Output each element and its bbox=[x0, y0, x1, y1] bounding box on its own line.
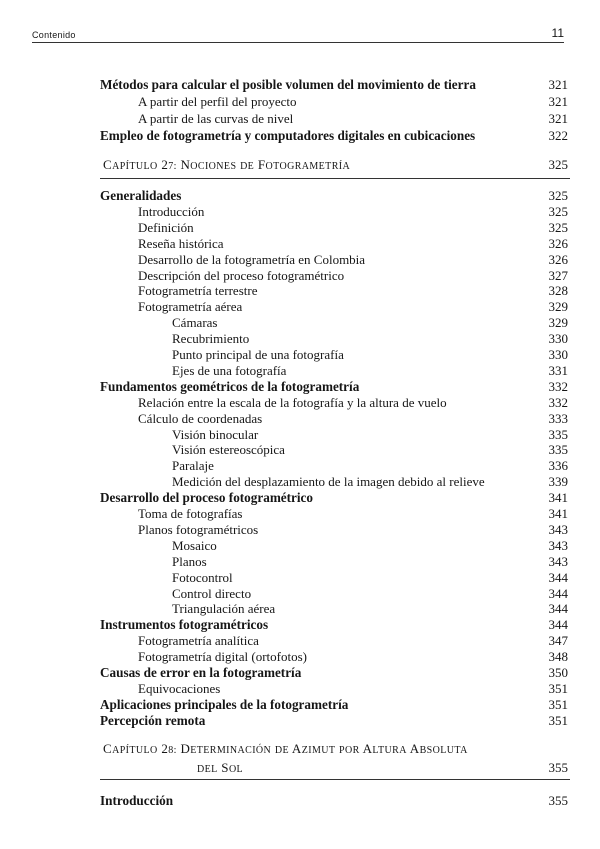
toc-entry-page: 335 bbox=[548, 442, 568, 458]
toc-entry-page: 327 bbox=[548, 267, 568, 283]
toc-entry-page: 344 bbox=[548, 617, 568, 633]
toc-entry-title: Aplicaciones principales de la fotogrametría bbox=[100, 696, 349, 712]
toc-entry-title: Fundamentos geométricos de la fotogrametría bbox=[100, 378, 360, 394]
toc-entry-title: Medición del desplazamiento de la imagen debido al relieve bbox=[172, 474, 485, 490]
toc-entry-page: 355 bbox=[548, 793, 568, 808]
toc-entry-title: Toma de fotografías bbox=[138, 506, 243, 521]
toc-entry-page: 325 bbox=[548, 219, 568, 235]
toc-entry-title: Planos bbox=[172, 553, 207, 569]
toc-entry-title: Generalidades bbox=[100, 188, 182, 203]
toc-entry-page: 344 bbox=[548, 569, 568, 585]
toc-entry-page: 350 bbox=[548, 665, 568, 680]
toc-entry-page: 335 bbox=[548, 426, 568, 442]
toc-entry bbox=[0, 601, 600, 618]
toc-entry-page: 325 bbox=[548, 188, 568, 203]
toc-entry-title: Fotogrametría digital (ortofotos) bbox=[138, 649, 307, 665]
toc-entry-title: Métodos para calcular el posible volumen del movimiento de tierra bbox=[100, 77, 476, 92]
toc-entry-page: 343 bbox=[548, 521, 568, 537]
toc-entry bbox=[0, 188, 600, 205]
chapter-heading-27 bbox=[0, 157, 600, 174]
toc-entry-title: Cálculo de coordenadas bbox=[138, 410, 263, 426]
toc-entry bbox=[0, 649, 600, 666]
toc-entry-page: 321 bbox=[548, 94, 568, 109]
toc-entry bbox=[0, 427, 600, 444]
toc-entry-page: 347 bbox=[548, 633, 568, 649]
toc-entry-page: 328 bbox=[548, 283, 568, 299]
divider bbox=[100, 178, 570, 179]
toc-entry-page: 321 bbox=[548, 77, 568, 92]
toc-entry-page: 336 bbox=[548, 458, 568, 474]
toc-entry-page: 344 bbox=[548, 585, 568, 601]
toc-entry bbox=[0, 474, 600, 491]
toc-entry bbox=[0, 633, 600, 650]
toc-entry bbox=[0, 442, 600, 459]
toc-entry-title: Fotocontrol bbox=[172, 569, 233, 585]
toc-entry bbox=[0, 363, 600, 380]
toc-entry bbox=[0, 538, 600, 555]
toc-entry-page: 326 bbox=[548, 235, 568, 251]
toc-entry-title: Punto principal de una fotografía bbox=[172, 347, 344, 362]
toc-entry bbox=[0, 347, 600, 364]
toc-entry-title: Ejes de una fotografía bbox=[172, 362, 287, 378]
toc-entry bbox=[0, 554, 600, 571]
toc-entry-title: Recubrimiento bbox=[172, 331, 250, 347]
toc-entry bbox=[0, 458, 600, 475]
toc-entry-page: 332 bbox=[548, 394, 568, 410]
toc-entry bbox=[0, 268, 600, 285]
toc-entry-title: Paralaje bbox=[172, 458, 214, 474]
toc-entry-page: 331 bbox=[548, 362, 568, 378]
toc-entry-title: Descripción del proceso fotogramétrico bbox=[138, 267, 345, 283]
toc-entry bbox=[0, 77, 600, 94]
toc-entry-title: Visión binocular bbox=[172, 426, 259, 442]
toc-entry-page: 325 bbox=[548, 203, 568, 219]
chapter-page: 355 bbox=[548, 760, 568, 775]
toc-entry bbox=[0, 522, 600, 539]
toc-entry-title: Relación entre la escala de la fotografía y la altura de vuelo bbox=[138, 394, 447, 410]
toc-entry-page: 322 bbox=[548, 128, 568, 143]
toc-entry bbox=[0, 128, 600, 145]
toc-entry-title: Empleo de fotogrametría y computadores digitales en cubicaciones bbox=[100, 128, 476, 143]
divider bbox=[100, 779, 570, 780]
toc-entry bbox=[0, 236, 600, 253]
toc-entry-page: 343 bbox=[548, 537, 568, 553]
toc-entry-page: 351 bbox=[548, 680, 568, 696]
toc-entry-page: 351 bbox=[548, 696, 568, 712]
toc-entry-page: 343 bbox=[548, 553, 568, 569]
toc-entry bbox=[0, 111, 600, 128]
chapter-page: 325 bbox=[548, 157, 568, 172]
toc-entry bbox=[0, 220, 600, 237]
toc-entry-title: Planos fotogramétricos bbox=[138, 521, 259, 537]
toc-entry-page: 351 bbox=[548, 712, 568, 728]
toc-entry bbox=[0, 681, 600, 698]
toc-entry bbox=[0, 299, 600, 316]
toc-entry-title: Desarrollo de la fotogrametría en Colombia bbox=[138, 251, 366, 267]
toc-entry-title: Fotogrametría aérea bbox=[138, 299, 243, 315]
toc-entry-title: Triangulación aérea bbox=[172, 601, 276, 617]
toc-entry bbox=[0, 570, 600, 587]
toc-entry bbox=[0, 793, 600, 810]
toc-entry-title: Desarrollo del proceso fotogramétrico bbox=[100, 490, 314, 506]
toc-entry-title: Introducción bbox=[138, 203, 205, 219]
section-label: Contenido bbox=[32, 30, 76, 40]
toc-entry bbox=[0, 94, 600, 111]
toc-entry-title: Introducción bbox=[100, 793, 174, 808]
toc-entry-title: Visión estereoscópica bbox=[172, 442, 285, 458]
toc-entry bbox=[0, 617, 600, 634]
toc-entry bbox=[0, 490, 600, 507]
toc-entry bbox=[0, 586, 600, 603]
chapter-heading-28 bbox=[0, 741, 600, 758]
toc-entry bbox=[0, 315, 600, 332]
chapter-heading-28-cont bbox=[0, 760, 600, 777]
toc-entry-title: Reseña histórica bbox=[138, 235, 224, 251]
toc-entry-title: Mosaico bbox=[172, 537, 217, 553]
toc-entry-page: 330 bbox=[548, 347, 568, 362]
toc-entry-page: 339 bbox=[548, 474, 568, 490]
toc-entry bbox=[0, 379, 600, 396]
toc-entry bbox=[0, 411, 600, 428]
toc-entry-title: Causas de error en la fotogrametría bbox=[100, 665, 302, 680]
toc-entry bbox=[0, 395, 600, 412]
toc-entry bbox=[0, 713, 600, 730]
toc-entry-page: 348 bbox=[548, 649, 568, 665]
toc-entry-page: 341 bbox=[548, 506, 568, 521]
toc-entry bbox=[0, 204, 600, 221]
toc-entry-title: A partir del perfil del proyecto bbox=[138, 94, 297, 109]
chapter-title: CAPÍTULO 27: NOCIONES DE FOTOGRAMETRÍA bbox=[103, 157, 351, 172]
toc-entry-page: 330 bbox=[548, 331, 568, 347]
toc-entry-title: Cámaras bbox=[172, 315, 218, 331]
toc-entry-page: 344 bbox=[548, 601, 568, 617]
toc-entry-title: Fotogrametría terrestre bbox=[138, 283, 258, 299]
toc-entry-page: 329 bbox=[548, 299, 568, 315]
toc-entry bbox=[0, 665, 600, 682]
toc-entry-title: Definición bbox=[138, 219, 194, 235]
toc-entry-title: Control directo bbox=[172, 585, 252, 601]
toc-entry bbox=[0, 697, 600, 714]
toc-entry bbox=[0, 506, 600, 523]
toc-entry-page: 321 bbox=[548, 111, 568, 126]
toc-entry-page: 332 bbox=[548, 378, 568, 394]
toc-entry-title: Instrumentos fotogramétricos bbox=[100, 617, 269, 633]
chapter-title: CAPÍTULO 28: DETERMINACIÓN DE AZIMUT POR ALTURA ABSOLUTA bbox=[103, 741, 468, 756]
toc-entry bbox=[0, 283, 600, 300]
toc-entry-title: Fotogrametría analítica bbox=[138, 633, 259, 649]
chapter-title: DEL SOL bbox=[197, 760, 244, 775]
toc-entry-page: 341 bbox=[548, 490, 568, 506]
toc-entry-page: 326 bbox=[548, 251, 568, 267]
toc-entry-title: Percepción remota bbox=[100, 712, 206, 728]
toc-entry bbox=[0, 331, 600, 348]
toc-entry bbox=[0, 252, 600, 269]
running-header bbox=[32, 28, 564, 43]
toc-entry-title: Equivocaciones bbox=[138, 680, 221, 696]
page-number: 11 bbox=[551, 26, 564, 40]
toc-entry-title: A partir de las curvas de nivel bbox=[138, 111, 294, 126]
toc-entry-page: 333 bbox=[548, 410, 568, 426]
toc-entry-page: 329 bbox=[548, 315, 568, 331]
